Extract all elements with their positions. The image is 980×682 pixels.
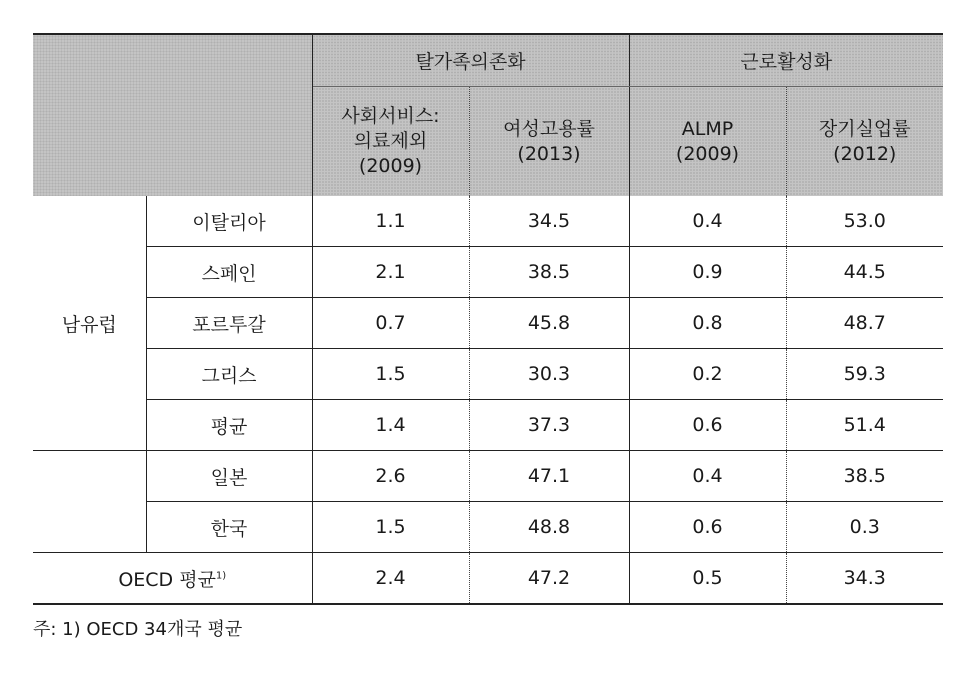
- table-row: [33, 247, 943, 298]
- cell-almp: 0.5: [629, 553, 786, 605]
- table-row: [33, 349, 943, 400]
- region-label-empty: [33, 451, 146, 553]
- cell-social-service: 2.1: [312, 247, 469, 298]
- cell-female-employment: 34.5: [469, 196, 629, 247]
- cell-female-employment: 38.5: [469, 247, 629, 298]
- cell-social-service: 1.1: [312, 196, 469, 247]
- data-table: [33, 33, 943, 605]
- country-name: 이탈리아: [146, 196, 312, 247]
- cell-social-service: 2.6: [312, 451, 469, 502]
- cell-almp: 0.9: [629, 247, 786, 298]
- table-row: [33, 298, 943, 349]
- table-row: [33, 196, 943, 247]
- cell-female-employment: 47.1: [469, 451, 629, 502]
- header-col-female-employment: 여성고용률 (2013): [469, 87, 629, 197]
- cell-long-term-unemployment: 48.7: [786, 298, 943, 349]
- cell-social-service: 0.7: [312, 298, 469, 349]
- cell-almp: 0.8: [629, 298, 786, 349]
- header-col-almp: ALMP (2009): [629, 87, 786, 197]
- cell-female-employment: 47.2: [469, 553, 629, 605]
- cell-long-term-unemployment: 38.5: [786, 451, 943, 502]
- cell-female-employment: 30.3: [469, 349, 629, 400]
- cell-social-service: 1.5: [312, 349, 469, 400]
- table-row: [33, 400, 943, 451]
- cell-female-employment: 48.8: [469, 502, 629, 553]
- country-name: 평균: [146, 400, 312, 451]
- country-name: 일본: [146, 451, 312, 502]
- cell-female-employment: 37.3: [469, 400, 629, 451]
- cell-almp: 0.2: [629, 349, 786, 400]
- cell-social-service: 1.5: [312, 502, 469, 553]
- oecd-label: OECD 평균$^{1)}$: [33, 553, 312, 605]
- country-name: 한국: [146, 502, 312, 553]
- country-name: 그리스: [146, 349, 312, 400]
- cell-social-service: 2.4: [312, 553, 469, 605]
- country-name: 스페인: [146, 247, 312, 298]
- cell-almp: 0.6: [629, 400, 786, 451]
- header-group-2: 근로활성화: [629, 34, 943, 87]
- cell-social-service: 1.4: [312, 400, 469, 451]
- cell-almp: 0.4: [629, 451, 786, 502]
- cell-female-employment: 45.8: [469, 298, 629, 349]
- cell-almp: 0.4: [629, 196, 786, 247]
- country-name: 포르투갈: [146, 298, 312, 349]
- header-col-social-service: 사회서비스: 의료제외 (2009): [312, 87, 469, 197]
- cell-long-term-unemployment: 51.4: [843, 414, 886, 436]
- region-label: 남유럽: [33, 196, 146, 451]
- footnote: 주: 1) OECD 34개국 평균: [33, 619, 243, 640]
- cell-long-term-unemployment: 34.3: [786, 553, 943, 605]
- table-row: [33, 502, 943, 553]
- cell-long-term-unemployment: 59.3: [786, 349, 943, 400]
- cell-long-term-unemployment: 0.3: [849, 516, 880, 538]
- header-corner: [33, 34, 312, 196]
- header-col-long-term-unemployment: 장기실업률 (2012): [786, 87, 943, 197]
- cell-long-term-unemployment: 53.0: [786, 196, 943, 247]
- table-row: [33, 451, 943, 502]
- header-group-1: 탈가족의존화: [312, 34, 629, 87]
- cell-long-term-unemployment: 44.5: [786, 247, 943, 298]
- table-row-oecd: [33, 553, 943, 605]
- cell-almp: 0.6: [629, 502, 786, 553]
